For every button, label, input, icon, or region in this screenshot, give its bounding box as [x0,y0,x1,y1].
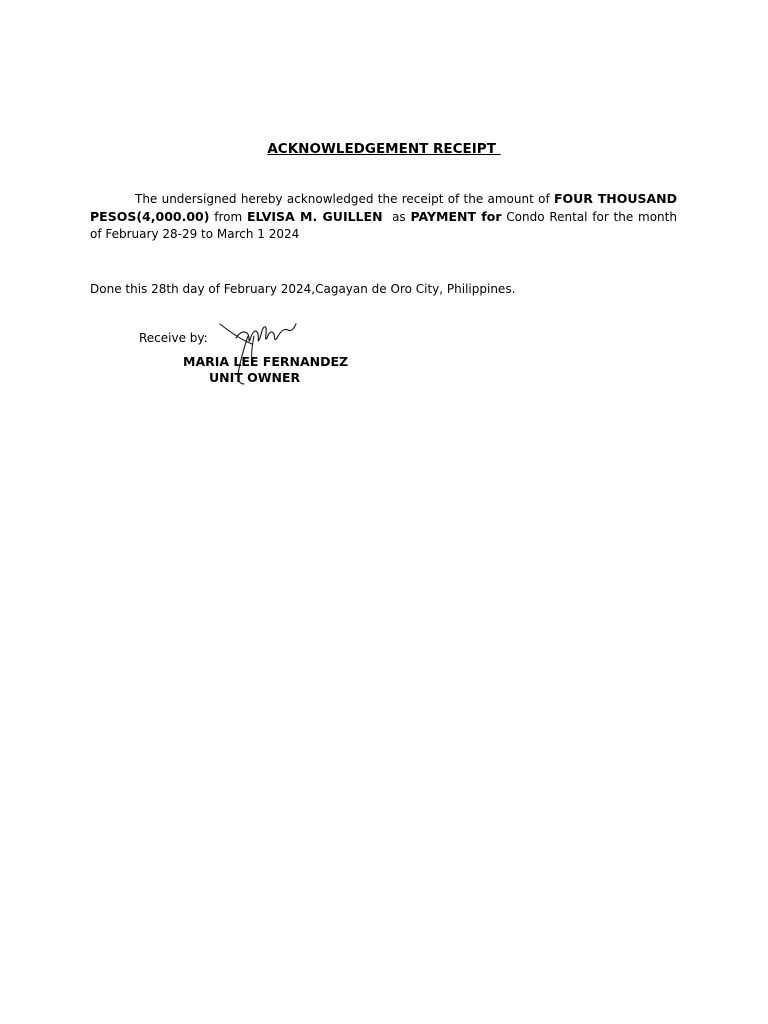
purpose-text: Condo Rental for the month of February 28-29 to March 1 2024 [90,210,677,241]
payment-label: PAYMENT for [410,209,502,224]
payer-name: ELVISA M. GUILLEN [246,209,383,224]
receipt-body [90,190,677,243]
amount-text: FOUR THOUSAND PESOS(4,000.00) [90,191,677,224]
handwritten-signature [214,318,298,390]
body-as: as [382,210,411,224]
signer-title: UNIT OWNER [209,370,301,385]
document-title: ACKNOWLEDGEMENT RECEIPT [267,141,501,157]
body-from: from [209,210,247,224]
done-line: Done this 28th day of February 2024,Cagayan de Oro City, Philippines. [90,282,516,296]
receive-by-label: Receive by: [139,331,208,345]
body-intro: The undersigned hereby acknowledged the receipt of the amount of [135,192,554,206]
signer-name: MARIA LEE FERNANDEZ [183,354,349,369]
